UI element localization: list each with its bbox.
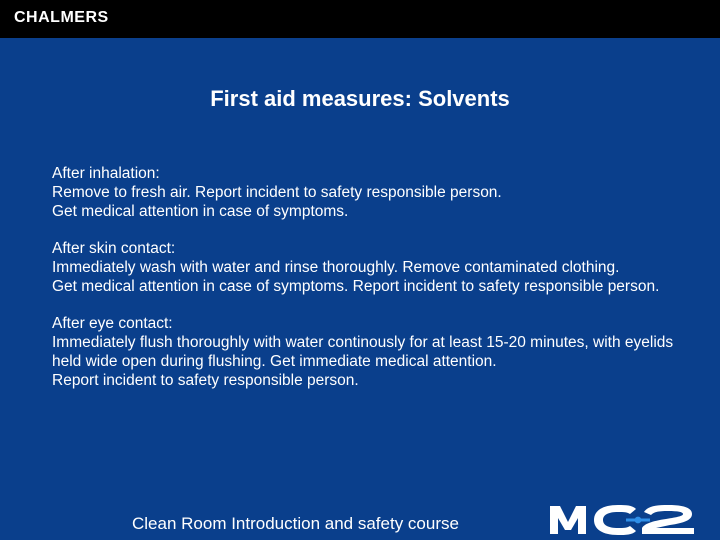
slide-title: First aid measures: Solvents <box>210 86 510 111</box>
slide-content <box>52 164 702 408</box>
section-eye-contact <box>52 314 702 390</box>
section-skin-contact <box>52 239 702 296</box>
section-line: Get medical attention in case of symptoms. <box>52 203 349 220</box>
section-line: Remove to fresh air. Report incident to safety responsible person. <box>52 184 502 201</box>
footer-text: Clean Room Introduction and safety course <box>132 514 459 533</box>
section-line: Immediately wash with water and rinse thoroughly. Remove contaminated clothing. <box>52 259 620 276</box>
section-inhalation <box>52 164 702 221</box>
section-line: Report incident to safety responsible person. <box>52 372 359 389</box>
section-line: Immediately flush thoroughly with water continously for at least 15-20 minutes, with eyelids held wide open during flushing. Get immediate medical attention. <box>52 334 674 370</box>
section-line: Get medical attention in case of symptoms. Report incident to safety responsible person. <box>52 278 660 295</box>
chalmers-logo: CHALMERS <box>14 9 109 26</box>
section-heading: After eye contact: <box>52 315 173 332</box>
mc2-logo <box>548 500 712 538</box>
section-heading: After inhalation: <box>52 165 160 182</box>
top-bar <box>0 0 720 38</box>
section-heading: After skin contact: <box>52 240 176 257</box>
